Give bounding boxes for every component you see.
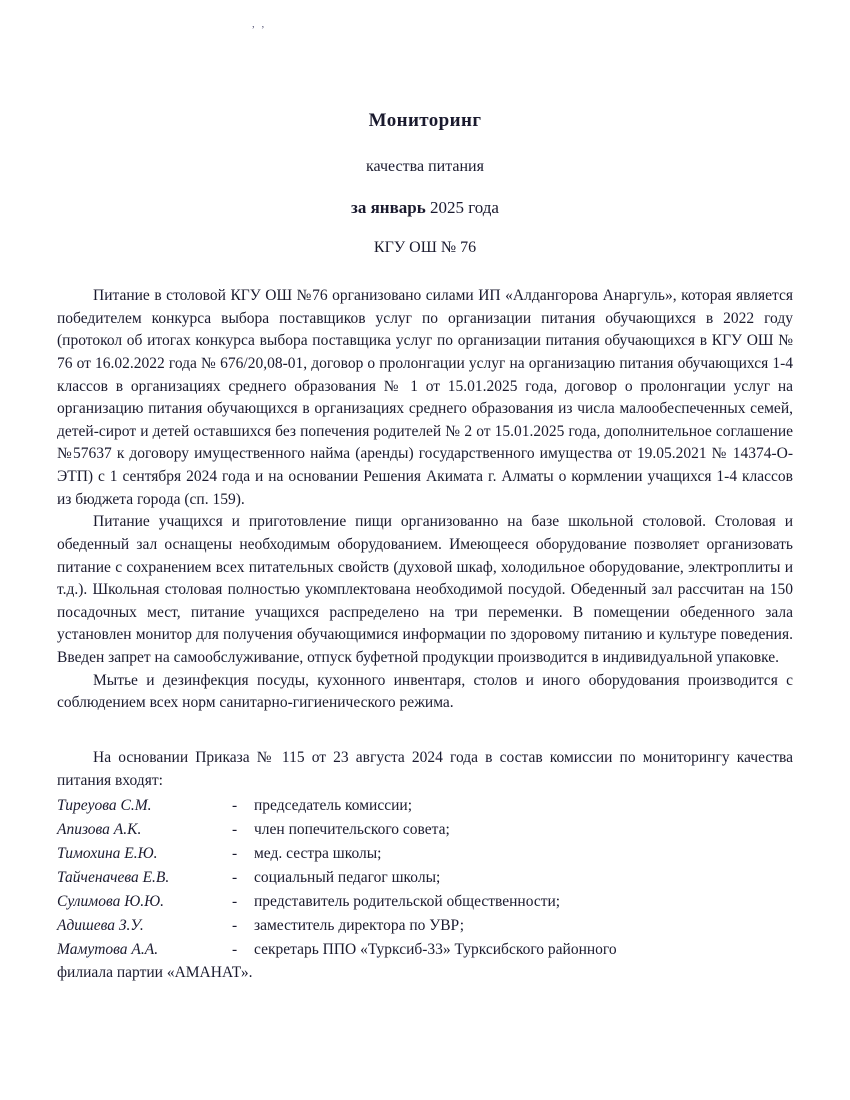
- table-row: [57, 818, 793, 842]
- member-dash: -: [232, 821, 238, 839]
- commission-members-table: [57, 794, 793, 962]
- document-period: [57, 198, 793, 218]
- member-name: Тиреуова С.М.: [57, 797, 152, 815]
- member-role: заместитель директора по УВР;: [254, 917, 465, 935]
- member-role: социальный педагог школы;: [254, 869, 441, 887]
- member-role: член попечительского совета;: [254, 821, 450, 839]
- member-name: Сулимова Ю.Ю.: [57, 893, 164, 911]
- member-role: мед. сестра школы;: [254, 845, 382, 863]
- table-row: [57, 938, 793, 962]
- commission-members-tail: филиала партии «АМАНАТ».: [57, 964, 253, 982]
- member-name: Тимохина Е.Ю.: [57, 845, 158, 863]
- table-row: [57, 842, 793, 866]
- document-period-month: за январь: [351, 198, 426, 217]
- member-name: Апизова А.К.: [57, 821, 142, 839]
- member-role: представитель родительской общественности;: [254, 893, 561, 911]
- table-row: [57, 890, 793, 914]
- member-dash: -: [232, 893, 238, 911]
- table-row: [57, 914, 793, 938]
- member-dash: -: [232, 869, 238, 887]
- commission-intro: На основании Приказа № 115 от 23 августа 2024 года в состав комиссии по мониторингу качества питания входят:: [57, 748, 793, 789]
- title-block: [57, 110, 793, 257]
- member-dash: -: [232, 845, 238, 863]
- document-period-year: 2025 года: [425, 198, 499, 217]
- member-role: председатель комиссии;: [254, 797, 413, 815]
- document-organization: КГУ ОШ № 76: [373, 239, 477, 256]
- member-name: Мамутова А.А.: [57, 941, 159, 959]
- table-row: [57, 794, 793, 818]
- member-dash: -: [232, 941, 238, 959]
- member-dash: -: [232, 797, 238, 815]
- paragraph-3: Мытье и дезинфекция посуды, кухонного инвентаря, столов и иного оборудования производится с соблюдением всех норм санитарно-гигиенического режима.: [57, 671, 793, 712]
- document-body: [57, 285, 793, 715]
- member-dash: -: [232, 917, 238, 935]
- scan-artifact-mark: , ,: [252, 18, 267, 30]
- paragraph-1: Питание в столовой КГУ ОШ №76 организовано силами ИП «Алдангорова Анаргуль», которая является победителем конкурса выбора поставщиков услуг по организации питания обучающихся в 2022 году (протокол об итогах конкурса выбора поставщика услуг по организации питания обучающихся в КГУ ОШ № 76 от 16.02.2022 года № 676/20,08-01, договор о пролонгации услуг на организацию питания обучающихся 1-4 классов в организациях среднего образования № 1 от 15.01.2025 года, договор о пролонгации услуг на организацию питания обучающихся в организациях среднего образования из числа малообеспеченных семей, детей-сирот и детей оставшихся без попечения родителей № 2 от 15.01.2025 года, дополнительное соглашение №57637 к договору имущественного найма (аренды) государственного имущества от 19.05.2021 № 14374-О-ЭТП) с 1 сентября 2024 года и на основании Решения Акимата г. Алматы о кормлении учащихся 1-4 классов из бюджета города (сп. 159).: [57, 287, 793, 508]
- member-role: секретарь ППО «Турксиб-33» Турксибского районного: [254, 941, 617, 959]
- member-name: Адишева З.У.: [57, 917, 144, 935]
- document-subtitle: качества питания: [366, 158, 484, 175]
- member-name: Тайченачева Е.В.: [57, 869, 170, 887]
- page-title: Мониторинг: [368, 110, 482, 131]
- section-spacer: [57, 715, 793, 747]
- table-row: [57, 866, 793, 890]
- paragraph-2: Питание учащихся и приготовление пищи организованно на базе школьной столовой. Столовая и обеденный зал оснащены необходимым оборудованием. Имеющееся оборудование позволяет организовать питание с сохранением всех питательных свойств (духовой шкаф, холодильное оборудование, электроплиты и т.д.). Школьная столовая полностью укомплектована необходимой посудой. Обеденный зал рассчитан на 150 посадочных мест, питание учащихся распределено на три переменки. В помещении обеденного зала установлен монитор для получения обучающимися информации по здоровому питанию и культуре поведения. Введен запрет на самообслуживание, отпуск буфетной продукции производится в индивидуальной упаковке.: [57, 513, 793, 666]
